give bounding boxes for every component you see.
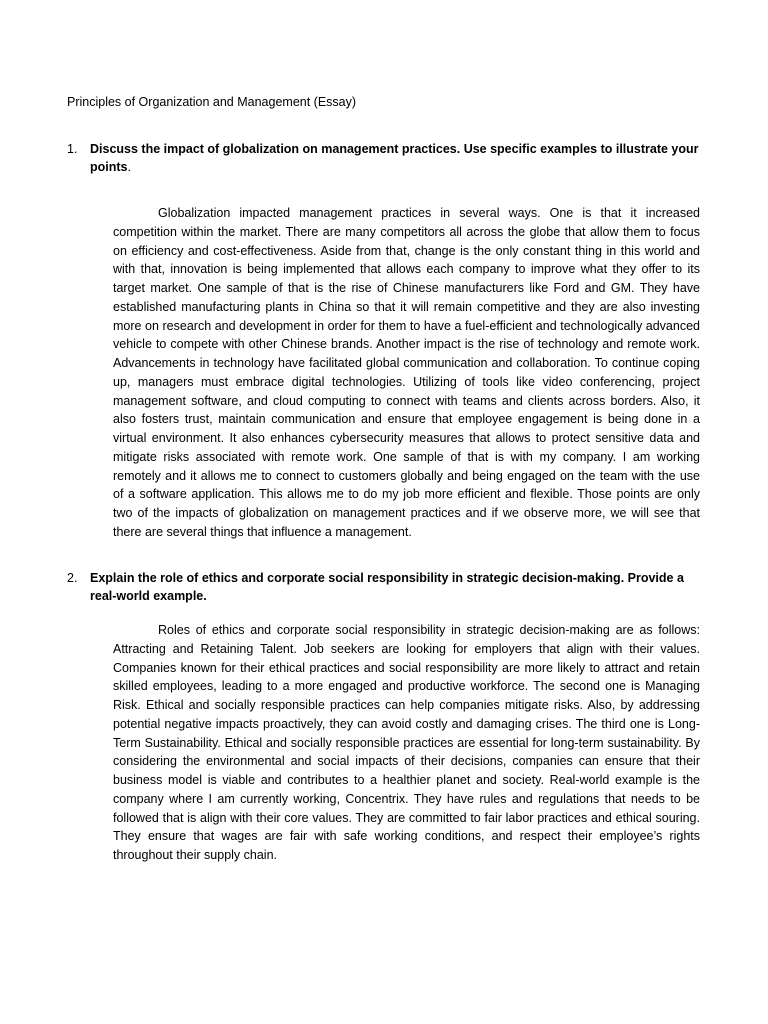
question-text: Explain the role of ethics and corporate social responsibility in strategic decision-making. Provide a real-world example. <box>90 571 684 604</box>
question-2 <box>67 569 707 606</box>
question-1 <box>67 140 707 177</box>
question-end: . <box>127 160 131 175</box>
answer-2-paragraph: Roles of ethics and corporate social responsibility in strategic decision-making are as follows: Attracting and Retaining Talent. Job seekers are looking for employers that align with their values. Companies known for their ethical practices and social responsibility are more likely to attract and retain skilled employees, leading to a more engaged and productive workforce. The second one is Managing Risk. Ethical and socially responsible practices can help companies mitigate risks. Also, by addressing potential negative impacts proactively, they can avoid costly and damaging crises. The third one is Long-Term Sustainability. Ethical and socially responsible practices are essential for long-term sustainability. By considering the environmental and social impacts of their decisions, companies can ensure that their business model is viable and contributes to a healthier planet and society. Real-world example is the company where I am currently working, Concentrix. They have rules and regulations that needs to be followed that is align with their core values. They are committed to fair labor practices and ethical souring. They ensure that wages are fair with safe working conditions, and respect their employee’s rights throughout their supply chain. <box>113 623 700 862</box>
question-text: Discuss the impact of globalization on management practices. Use specific examples to illustrate your points. <box>90 142 699 175</box>
answer-1-paragraph: Globalization impacted management practices in several ways. One is that it increased competition within the market. There are many competitors all across the globe that allow them to focus on efficiency and cost-effectiveness. Aside from that, change is the only constant thing in this world and with that, innovation is being implemented that allows each company to improve what they offer to its target market. One sample of that is the rise of Chinese manufacturers like Ford and GM. They have established manufacturing plants in China so that it will remain competitive and they are also investing more on research and development in order for them to have a fuel-efficient and technologically advanced vehicle to compete with other Chinese brands. Another impact is the rise of technology and remote work. Advancements in technology have facilitated global communication and collaboration. To continue coping up, managers must embrace digital technologies. Utilizing of tools like video conferencing, project management software, and cloud computing to connect with teams and clients across borders. Also, it also fosters trust, maintain communication and ensure that employee engagement is being done in a virtual environment. It also enhances cybersecurity measures that allows to protect sensitive data and mitigate risks associated with remote work. One sample of that is with my company. I am working remotely and it allows me to connect to customers globally and being engaged on the team with the use of a software application. This allows me to do my job more efficient and flexible. Those points are only two of the impacts of globalization on management practices and if we observe more, we will see that there are several things that influence a management. <box>113 206 700 539</box>
document-title: Principles of Organization and Management (Essay) <box>67 95 357 109</box>
question-number: 1. <box>67 142 78 156</box>
question-number: 2. <box>67 571 78 585</box>
